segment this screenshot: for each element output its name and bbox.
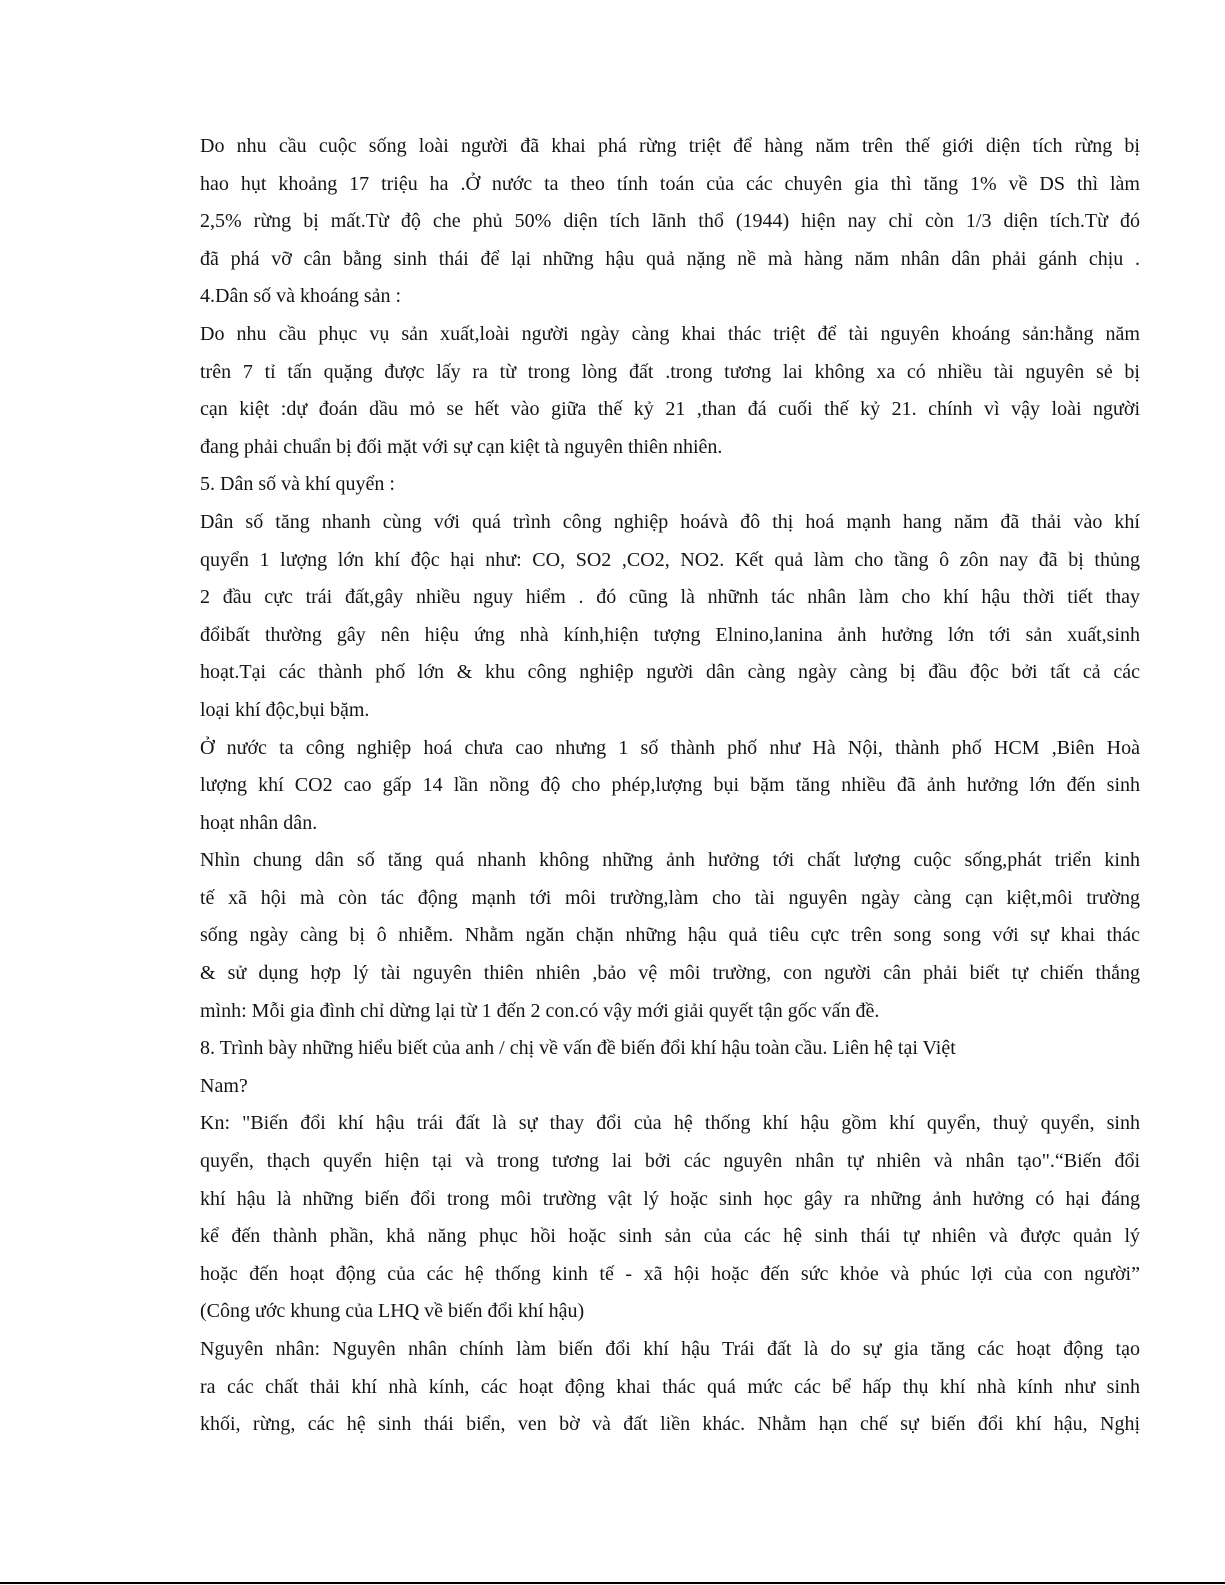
text-line: mình: Mỗi gia đình chỉ dừng lại từ 1 đến 2 con.có vậy mới giải quyết tận gốc vấn đề. [200, 999, 880, 1022]
text-line: (Công ước khung của LHQ về biến đổi khí hậu) [200, 1300, 585, 1323]
page-bottom-border [0, 1582, 1225, 1584]
text-line: Do nhu cầu cuộc sống loài người đã khai phá rừng triệt để hàng năm trên thế giới diện tích rừng bị [200, 135, 1140, 157]
text-line: Nhìn chung dân số tăng quá nhanh không những ảnh hưởng tới chất lượng cuộc sống,phát triển kinh [200, 849, 1140, 872]
text-line: đổibất thường gây nên hiệu ứng nhà kính,hiện tượng Elnino,lanina ảnh hưởng lớn tới sản xuất,sinh [200, 623, 1140, 646]
text-line: loại khí độc,bụi bặm. [200, 698, 370, 721]
text-line: hoạt nhân dân. [200, 811, 318, 834]
text-line: hao hụt khoảng 17 triệu ha .Ở nước ta theo tính toán của các chuyên gia thì tăng 1% về DS thì làm [200, 172, 1140, 195]
text-line: cạn kiệt :dự đoán dầu mỏ se hết vào giữa thế kỷ 21 ,than đá cuối thế kỷ 21. chính vì vậy loài người [200, 398, 1140, 421]
text-line: lượng khí CO2 cao gấp 14 lần nồng độ cho phép,lượng bụi bặm tăng nhiều đã ảnh hưởng lớn đến sinh [200, 774, 1140, 797]
text-line: Kn: "Biến đổi khí hậu trái đất là sự thay đổi của hệ thống khí hậu gồm khí quyển, thuỷ quyển, sinh [200, 1112, 1140, 1135]
document-body [200, 128, 1140, 1444]
text-line: tế xã hội mà còn tác động mạnh tới môi trường,làm cho tài nguyên ngày càng cạn kiệt,môi trường [200, 886, 1140, 909]
text-line: 5. Dân số và khí quyển : [200, 473, 395, 496]
text-line: quyển, thạch quyển hiện tại và trong tương lai bởi các nguyên nhân tự nhiên và nhân tạo".“Biến đổi [200, 1150, 1140, 1173]
text-line: đang phải chuẩn bị đối mặt với sự cạn kiệt tà nguyên thiên nhiên. [200, 435, 723, 458]
text-line: quyển 1 lượng lớn khí độc hại như: CO, SO2 ,CO2, NO2. Kết quả làm cho tầng ô zôn nay đã bị thủng [200, 548, 1140, 571]
text-line: 2 đầu cực trái đất,gây nhiều nguy hiểm . đó cũng là nhữnh tác nhân làm cho khí hậu thời tiết thay [200, 586, 1140, 609]
text-line: sống ngày càng bị ô nhiễm. Nhằm ngăn chặn những hậu quả tiêu cực trên song song với sự khai thác [200, 924, 1140, 947]
text-line: & sử dụng hợp lý tài nguyên thiên nhiên ,bảo vệ môi trường, con người cân phải biết tự chiến thắng [200, 962, 1140, 985]
text-line: trên 7 tỉ tấn quặng được lấy ra từ trong lòng đất .trong tương lai không xa có nhiều tài nguyên sẻ bị [200, 360, 1140, 383]
text-line: hoặc đến hoạt động của các hệ thống kinh tế - xã hội hoặc đến sức khỏe và phúc lợi của con người” [200, 1262, 1140, 1285]
text-line: 2,5% rừng bị mất.Từ độ che phủ 50% diện tích lãnh thổ (1944) hiện nay chỉ còn 1/3 diện tích.Từ đó [200, 210, 1140, 233]
text-line: đã phá vỡ cân bằng sinh thái để lại những hậu quả nặng nề mà hàng năm nhân dân phải gánh chịu . [200, 247, 1140, 270]
text-line: 4.Dân số và khoáng sản : [200, 285, 402, 308]
text-line: Nam? [200, 1074, 248, 1097]
text-line: hoạt.Tại các thành phố lớn & khu công nghiệp người dân càng ngày càng bị đầu độc bởi tất cả các [200, 661, 1140, 684]
text-line: Do nhu cầu phục vụ sản xuất,loài người ngày càng khai thác triệt để tài nguyên khoáng sản:hằng năm [200, 322, 1140, 345]
text-line: khối, rừng, các hệ sinh thái biển, ven bờ và đất liền khác. Nhằm hạn chế sự biến đổi khí hậu, Nghị [200, 1413, 1140, 1436]
text-line: Dân số tăng nhanh cùng với quá trình công nghiệp hoávà đô thị hoá mạnh hang năm đã thải vào khí [200, 510, 1140, 533]
text-line: ra các chất thải khí nhà kính, các hoạt động khai thác quá mức các bể hấp thụ khí nhà kính như sinh [200, 1375, 1140, 1398]
text-line: 8. Trình bày những hiểu biết của anh / chị về vấn đề biến đổi khí hậu toàn cầu. Liên hệ tại Việt [200, 1037, 956, 1060]
text-line: khí hậu là những biến đổi trong môi trường vật lý hoặc sinh học gây ra những ảnh hưởng có hại đáng [200, 1187, 1140, 1210]
text-line: kể đến thành phần, khả năng phục hồi hoặc sinh sản của các hệ sinh thái tự nhiên và được quản lý [200, 1225, 1140, 1248]
text-line: Ở nước ta công nghiệp hoá chưa cao nhưng 1 số thành phố như Hà Nội, thành phố HCM ,Biên Hoà [200, 736, 1140, 759]
text-line: Nguyên nhân: Nguyên nhân chính làm biến đổi khí hậu Trái đất là do sự gia tăng các hoạt động tạo [200, 1338, 1140, 1360]
